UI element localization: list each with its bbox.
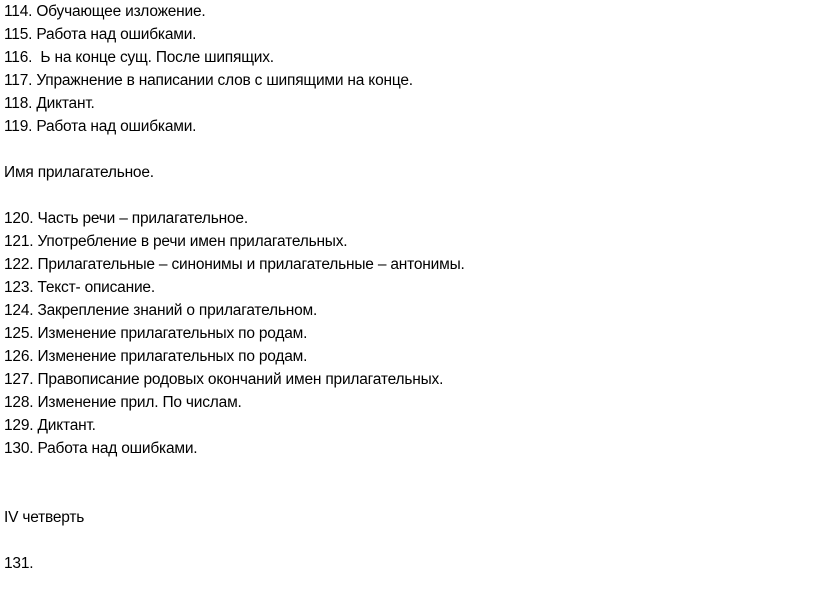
list-item: 130. Работа над ошибками.: [4, 440, 198, 457]
list-item: 124. Закрепление знаний о прилагательном.: [4, 302, 318, 319]
blank-line: [4, 138, 804, 161]
list-item: 121. Употребление в речи имен прилагательных.: [4, 233, 348, 250]
list-item: 117. Упражнение в написании слов с шипящими на конце.: [4, 72, 413, 89]
list-item: 128. Изменение прил. По числам.: [4, 394, 242, 411]
blank-line: [4, 483, 804, 506]
list-item: 115. Работа над ошибками.: [4, 26, 197, 43]
quarter-heading: IV четверть: [4, 509, 85, 526]
blank-line: [4, 529, 804, 552]
document-body: [4, 0, 804, 575]
section-heading: Имя прилагательное.: [4, 164, 154, 181]
list-item: 125. Изменение прилагательных по родам.: [4, 325, 308, 342]
list-item: 119. Работа над ошибками.: [4, 118, 197, 135]
blank-line: [4, 460, 804, 483]
list-item: 120. Часть речи – прилагательное.: [4, 210, 248, 227]
list-item: 118. Диктант.: [4, 95, 95, 112]
list-item: 127. Правописание родовых окончаний имен прилагательных.: [4, 371, 444, 388]
list-item: 116. Ь на конце сущ. После шипящих.: [4, 49, 274, 66]
list-item: 123. Текст- описание.: [4, 279, 155, 296]
list-item: 129. Диктант.: [4, 417, 96, 434]
list-item: 126. Изменение прилагательных по родам.: [4, 348, 308, 365]
list-item: 114. Обучающее изложение.: [4, 3, 206, 20]
list-item: 122. Прилагательные – синонимы и прилагательные – антонимы.: [4, 256, 465, 273]
blank-line: [4, 184, 804, 207]
list-item: 131.: [4, 555, 34, 572]
